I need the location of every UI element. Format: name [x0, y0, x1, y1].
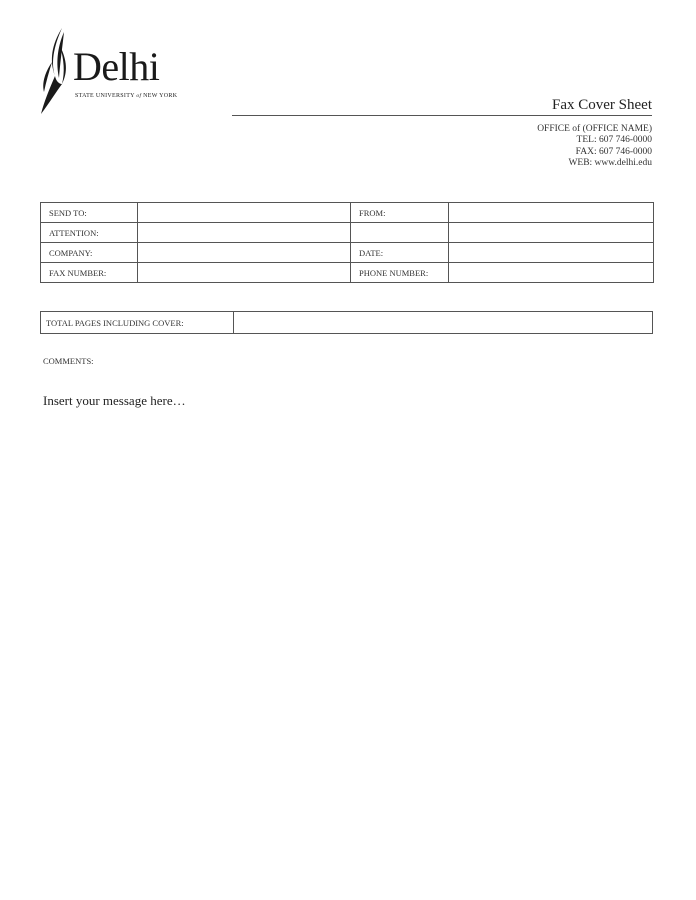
title-divider — [232, 115, 652, 116]
office-contact-block — [537, 124, 652, 169]
attention-field[interactable] — [138, 223, 351, 243]
send-to-field[interactable] — [138, 203, 351, 223]
total-pages-label: TOTAL PAGES INCLUDING COVER: — [41, 312, 234, 334]
phone-number-field[interactable] — [449, 263, 654, 283]
table-row — [41, 263, 654, 283]
fax-number-field[interactable] — [138, 263, 351, 283]
from-field[interactable] — [449, 203, 654, 223]
logo-subtitle-right: NEW YORK — [143, 93, 178, 99]
phone-number-label: PHONE NUMBER: — [351, 263, 449, 283]
logo-subtitle-of: of — [136, 93, 142, 99]
attention-label: ATTENTION: — [41, 223, 138, 243]
blank-field[interactable] — [449, 223, 654, 243]
message-text[interactable]: Insert your message here… — [43, 393, 186, 408]
logo-subtitle-left: STATE UNIVERSITY — [75, 93, 135, 99]
document-title: Fax Cover Sheet — [552, 97, 652, 113]
total-pages-table — [40, 311, 653, 334]
delhi-logo — [40, 26, 200, 116]
fax-number-label: FAX NUMBER: — [41, 263, 138, 283]
total-pages-field[interactable] — [234, 312, 653, 334]
office-name: OFFICE of (OFFICE NAME) — [537, 124, 652, 134]
logo-subtitle — [75, 93, 177, 99]
from-label: FROM: — [351, 203, 449, 223]
date-label: DATE: — [351, 243, 449, 263]
date-field[interactable] — [449, 243, 654, 263]
office-tel: TEL: 607 746-0000 — [576, 135, 652, 146]
company-label: COMPANY: — [41, 243, 138, 263]
office-fax: FAX: 607 746-0000 — [575, 146, 652, 157]
comments-label: COMMENTS: — [43, 356, 94, 366]
company-field[interactable] — [138, 243, 351, 263]
office-web: WEB: www.delhi.edu — [568, 157, 652, 168]
table-row — [41, 223, 654, 243]
send-to-label: SEND TO: — [41, 203, 138, 223]
table-row — [41, 203, 654, 223]
blank-label — [351, 223, 449, 243]
table-row — [41, 312, 653, 334]
recipient-info-table — [40, 202, 654, 283]
table-row — [41, 243, 654, 263]
logo-wordmark: Delhi — [73, 44, 160, 89]
flame-leaf-icon — [40, 26, 76, 116]
